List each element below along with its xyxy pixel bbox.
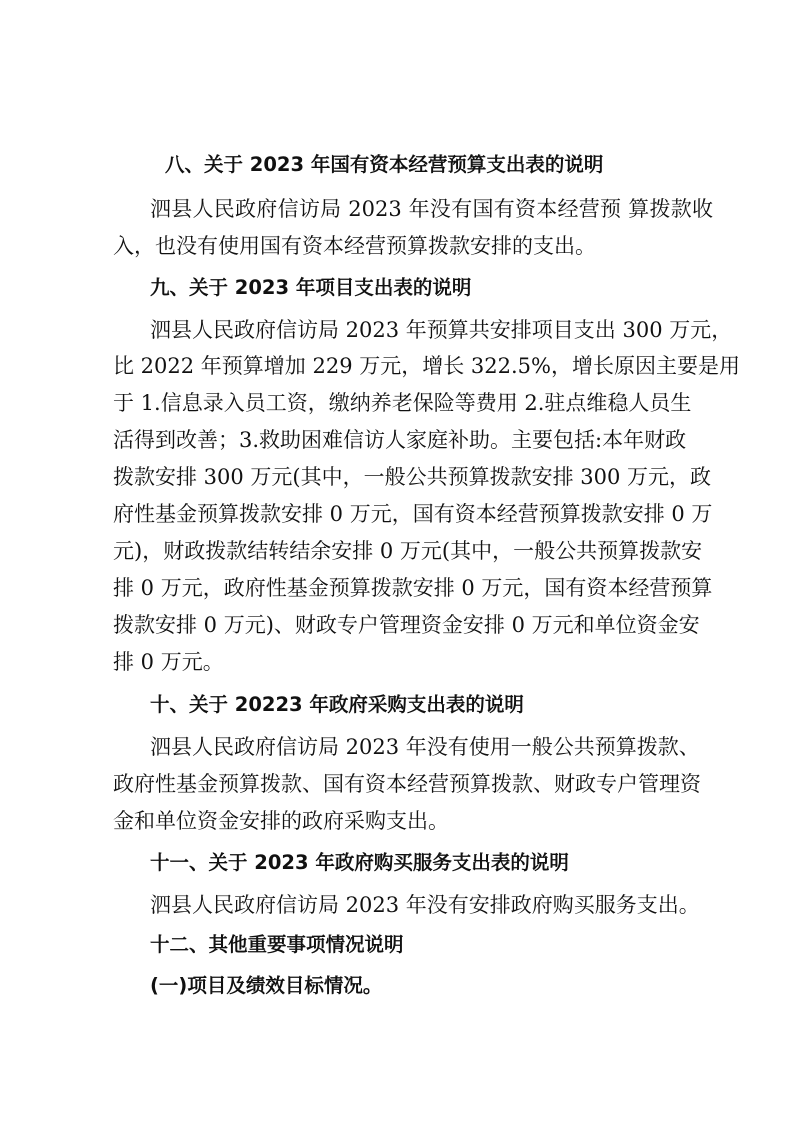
section-9-para-line-3: 于 1.信息录入员工资，缴纳养老保险等费用 2.驻点维稳人员生 xyxy=(113,391,692,415)
section-9-para-line-5: 拨款安排 300 万元(其中，一般公共预算拨款安排 300 万元，政 xyxy=(113,465,712,489)
section-12-subheading: (一)项目及绩效目标情况。 xyxy=(150,974,383,997)
section-9-para-line-2: 比 2022 年预算增加 229 万元，增长 322.5%，增长原因主要是用 xyxy=(113,354,740,378)
section-8-para-line-2: 入，也没有使用国有资本经营预算拨款安排的支出。 xyxy=(113,234,596,258)
section-10-para-line-2: 政府性基金预算拨款、国有资本经营预算拨款、财政专户管理资 xyxy=(113,772,701,796)
section-11-para-line-1: 泗县人民政府信访局 2023 年没有安排政府购买服务支出。 xyxy=(150,893,700,917)
section-8-para-line-1: 泗县人民政府信访局 2023 年没有国有资本经营预 算拨款收 xyxy=(150,197,713,221)
section-9-heading: 九、关于 2023 年项目支出表的说明 xyxy=(150,276,472,299)
section-9-para-line-9: 拨款安排 0 万元)、财政专户管理资金安排 0 万元和单位资金安 xyxy=(113,613,700,637)
section-9-para-line-7: 元)，财政拨款结转结余安排 0 万元(其中，一般公共预算拨款安 xyxy=(113,539,703,563)
section-10-para-line-1: 泗县人民政府信访局 2023 年没有使用一般公共预算拨款、 xyxy=(150,735,700,759)
section-11-heading: 十一、关于 2023 年政府购买服务支出表的说明 xyxy=(150,851,569,874)
section-9-para-line-8: 排 0 万元，政府性基金预算拨款安排 0 万元，国有资本经营预算 xyxy=(113,576,713,600)
section-10-heading: 十、关于 20223 年政府采购支出表的说明 xyxy=(150,693,524,716)
section-9-para-line-10: 排 0 万元。 xyxy=(113,650,224,674)
section-9-para-line-6: 府性基金预算拨款安排 0 万元，国有资本经营预算拨款安排 0 万 xyxy=(113,502,713,526)
section-9-para-line-1: 泗县人民政府信访局 2023 年预算共安排项目支出 300 万元， xyxy=(150,318,733,342)
section-12-heading: 十二、其他重要事项情况说明 xyxy=(150,933,404,956)
section-9-para-line-4: 活得到改善；3.救助困难信访人家庭补助。主要包括:本年财政 xyxy=(113,428,687,452)
section-8-heading: 八、关于 2023 年国有资本经营预算支出表的说明 xyxy=(165,153,604,176)
section-10-para-line-3: 金和单位资金安排的政府采购支出。 xyxy=(113,809,449,833)
